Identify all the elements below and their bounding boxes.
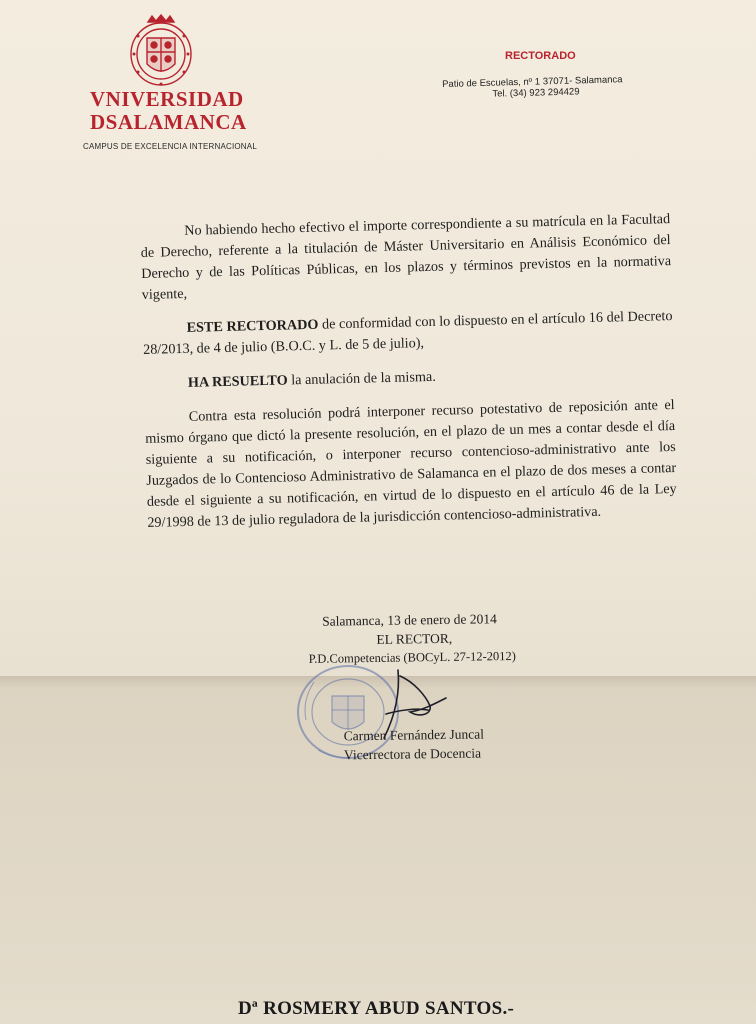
letter-body [140,209,678,547]
signer-name: Carmen Fernández Juncal [343,726,485,744]
paragraph-2-bold: ESTE RECTORADO [186,316,319,336]
paragraph-4: Contra esta resolución podrá interponer recurso potestativo de reposición ante el mismo órgano que dictó la presente resolución, en el plazo de un mes a contar desde el día siguiente a su notificación, o interponer recurso contencioso-administrativo ante los Juzgados de lo Contencioso Administrativo de Salamanca en el plazo de dos meses a contar desde el siguiente a su notificación, en virtud de lo dispuesto en el artículo 46 de la Ley 29/1998 de 13 de julio reguladora de la jurisdicción contencioso-administrativa. [145,396,677,531]
signer-role: Vicerrectora de Docencia [343,745,482,763]
office-address: Patio de Escuelas, nº 1 37071- Salamanca [442,74,623,90]
closing-block [300,608,562,765]
paragraph-1: No habiendo hecho efectivo el importe correspondiente a su matrícula en la Facultad de Derecho, referente a la titulación de Máster Universitario en Análisis Económico del Derecho y de las Políticas Públicas, en los plazos y términos previstos en la normativa vigente, [140,211,672,303]
paragraph-3 [144,361,674,395]
place-date: Salamanca, 13 de enero de 2014 [322,611,497,629]
recipient-name: Dª ROSMERY ABUD SANTOS.- [238,998,515,1019]
paragraph-2-text: de conformidad con lo dispuesto en el artículo 16 del Decreto 28/2013, de 4 de julio (B.O.C. y L. de 5 de julio), [142,308,673,358]
university-name-line2: DSALAMANCA [90,110,247,134]
office-title: RECTORADO [505,50,576,62]
university-crest-logo [126,14,196,88]
university-name-line1: VNIVERSIDAD [90,87,244,111]
paragraph-3-bold: HA RESUELTO [187,372,288,391]
office-address-block [442,74,623,101]
paragraph-3-text: la anulación de la misma. [287,368,436,389]
office-phone: Tel. (34) 923 294429 [492,86,580,100]
rector-title: EL RECTOR, [376,630,453,647]
paragraph-2 [142,306,673,361]
campus-tagline: CAMPUS DE EXCELENCIA INTERNACIONAL [83,142,257,151]
university-name [90,87,247,134]
delegation-note: P.D.Competencias (BOCyL. 27-12-2012) [308,648,517,666]
